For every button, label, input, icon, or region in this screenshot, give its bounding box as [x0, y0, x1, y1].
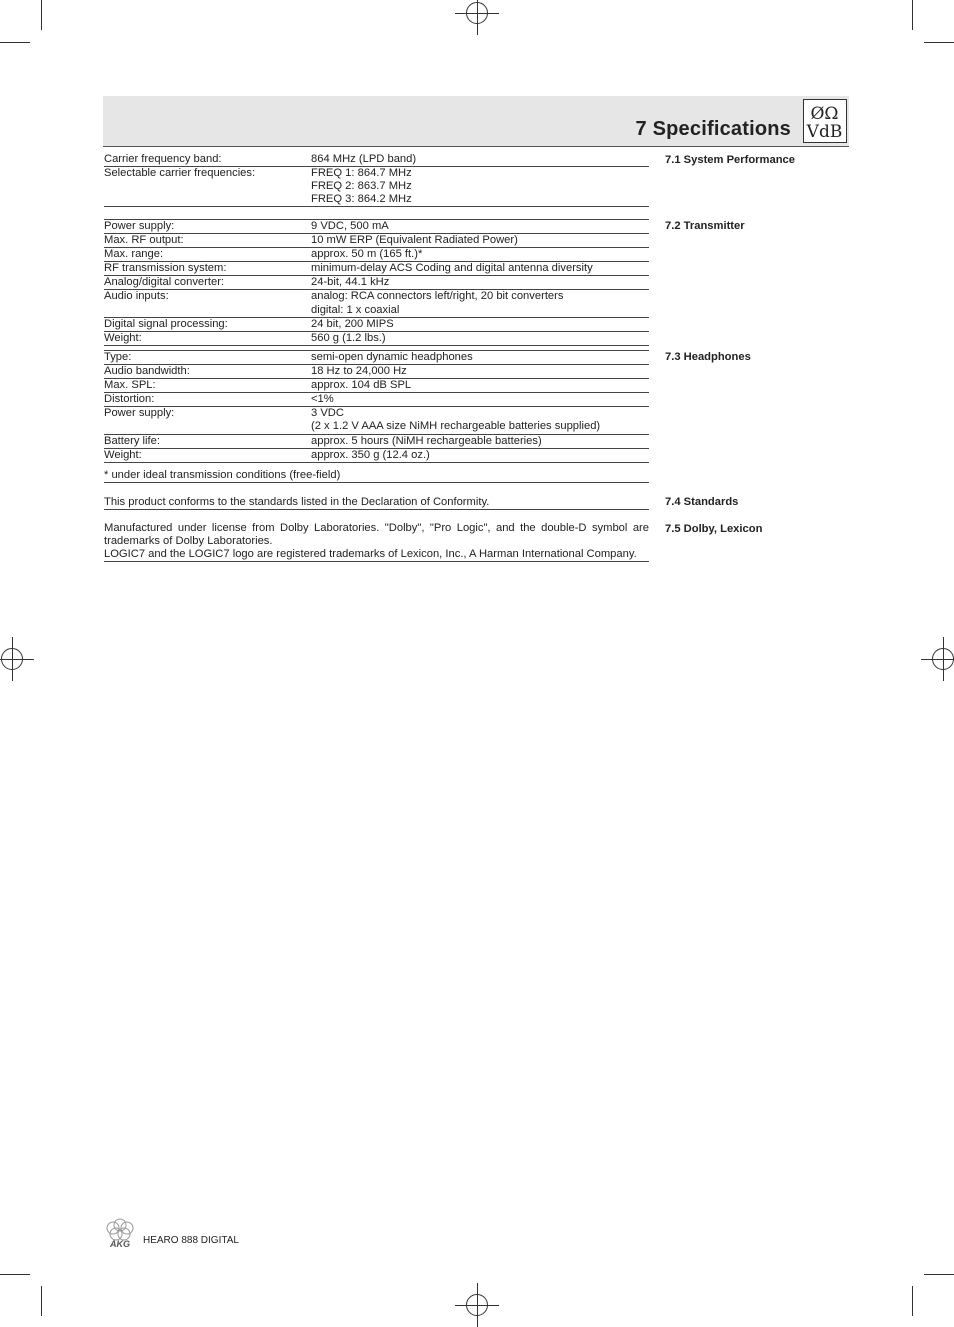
spec-value: minimum-delay ACS Coding and digital antenna diversity — [311, 262, 593, 275]
spec-row — [104, 290, 649, 317]
section-title-dolby-lexicon: 7.5 Dolby, Lexicon — [665, 523, 763, 535]
spec-row — [104, 350, 649, 365]
crop-mark — [0, 42, 30, 43]
registration-mark-icon — [932, 648, 954, 670]
spec-row — [104, 379, 649, 393]
svg-text:ØΩ: ØΩ — [810, 104, 839, 124]
spec-value: analog: RCA connectors left/right, 20 bit converters — [311, 290, 564, 303]
lexicon-text: LOGIC7 and the LOGIC7 logo are registered trademarks of Lexicon, Inc., A Harman International Company. — [104, 548, 649, 562]
spec-value: approx. 5 hours (NiMH rechargeable batteries) — [311, 434, 542, 447]
spec-label: Selectable carrier frequencies: — [104, 167, 256, 180]
crop-mark — [912, 1286, 913, 1316]
spec-row — [104, 393, 649, 407]
spec-row — [104, 153, 649, 167]
ohm-vdb-logo-icon — [803, 99, 847, 143]
section-title-system-performance: 7.1 System Performance — [665, 154, 795, 166]
standards-block — [104, 496, 649, 510]
spec-row — [104, 248, 649, 262]
spec-row — [104, 262, 649, 276]
spec-value: 864 MHz (LPD band) — [311, 153, 417, 165]
spec-value: FREQ 1: 864.7 MHz — [311, 167, 412, 180]
spec-label: Max. SPL: — [104, 379, 156, 392]
spec-row — [104, 219, 649, 234]
spec-label: Carrier frequency band: — [104, 153, 222, 165]
section-title-transmitter: 7.2 Transmitter — [665, 220, 745, 232]
crop-mark — [912, 0, 913, 30]
spec-value: 18 Hz to 24,000 Hz — [311, 365, 407, 378]
spec-label: Weight: — [104, 448, 142, 461]
spec-label: Max. range: — [104, 248, 164, 261]
spec-value: (2 x 1.2 V AAA size NiMH rechargeable batteries supplied) — [311, 420, 601, 433]
spec-label: Weight: — [104, 331, 142, 344]
registration-mark-icon — [1, 648, 23, 670]
spec-value: 3 VDC — [311, 407, 344, 420]
spec-label: Distortion: — [104, 393, 155, 406]
section-title-headphones: 7.3 Headphones — [665, 351, 751, 363]
page-header — [103, 96, 849, 147]
akg-logo-text: AKG — [110, 1239, 130, 1249]
spec-value: approx. 104 dB SPL — [311, 379, 412, 392]
spec-value: 24-bit, 44.1 kHz — [311, 276, 390, 289]
spec-table-system-performance — [104, 153, 649, 207]
spec-row — [104, 365, 649, 379]
standards-text: This product conforms to the standards listed in the Declaration of Conformity. — [104, 496, 649, 510]
spec-value: 9 VDC, 500 mA — [311, 220, 389, 232]
spec-value: FREQ 3: 864.2 MHz — [311, 193, 412, 206]
svg-text:VdB: VdB — [806, 122, 843, 141]
spec-value: 24 bit, 200 MIPS — [311, 317, 394, 330]
crop-mark — [41, 0, 42, 30]
spec-row — [104, 318, 649, 332]
registration-mark-icon — [466, 2, 488, 24]
crop-mark — [924, 42, 954, 43]
spec-label: Digital signal processing: — [104, 317, 228, 330]
spec-value: digital: 1 x coaxial — [311, 303, 400, 316]
spec-row — [104, 435, 649, 449]
crop-mark — [924, 1274, 954, 1275]
footnote — [104, 469, 649, 483]
dolby-text: Manufactured under license from Dolby Laboratories. "Dolby", "Pro Logic", and the double-D symbol are trademarks of Dolby Laboratories. — [104, 522, 649, 547]
spec-value: FREQ 2: 863.7 MHz — [311, 180, 412, 193]
spec-label: RF transmission system: — [104, 262, 227, 275]
crop-mark — [41, 1286, 42, 1316]
section-title-standards: 7.4 Standards — [665, 496, 739, 508]
spec-label: Battery life: — [104, 434, 160, 447]
spec-value: approx. 50 m (165 ft.)* — [311, 248, 423, 261]
page-title: 7 Specifications — [635, 118, 791, 140]
dolby-block — [104, 522, 649, 562]
spec-table-transmitter — [104, 219, 649, 346]
crop-mark — [0, 1274, 30, 1275]
spec-row — [104, 449, 649, 463]
spec-table-headphones — [104, 350, 649, 463]
footnote-text: * under ideal transmission conditions (free-field) — [104, 469, 649, 483]
spec-row — [104, 234, 649, 248]
spec-value: semi-open dynamic headphones — [311, 351, 473, 363]
spec-label: Type: — [104, 351, 132, 363]
spec-label: Power supply: — [104, 220, 175, 232]
spec-row — [104, 407, 649, 434]
spec-label: Audio bandwidth: — [104, 365, 190, 378]
spec-value: 560 g (1.2 lbs.) — [311, 331, 386, 344]
spec-value: approx. 350 g (12.4 oz.) — [311, 448, 430, 461]
spec-row — [104, 276, 649, 290]
spec-label: Power supply: — [104, 407, 175, 420]
registration-mark-icon — [466, 1294, 488, 1316]
spec-value: <1% — [311, 393, 334, 406]
spec-label: Audio inputs: — [104, 290, 169, 303]
spec-label: Analog/digital converter: — [104, 276, 225, 289]
spec-value: 10 mW ERP (Equivalent Radiated Power) — [311, 234, 518, 247]
akg-logo-icon — [102, 1217, 138, 1249]
footer-product-name: HEARO 888 DIGITAL — [143, 1235, 239, 1246]
spec-row — [104, 332, 649, 346]
spec-row — [104, 167, 649, 207]
spec-label: Max. RF output: — [104, 234, 184, 247]
